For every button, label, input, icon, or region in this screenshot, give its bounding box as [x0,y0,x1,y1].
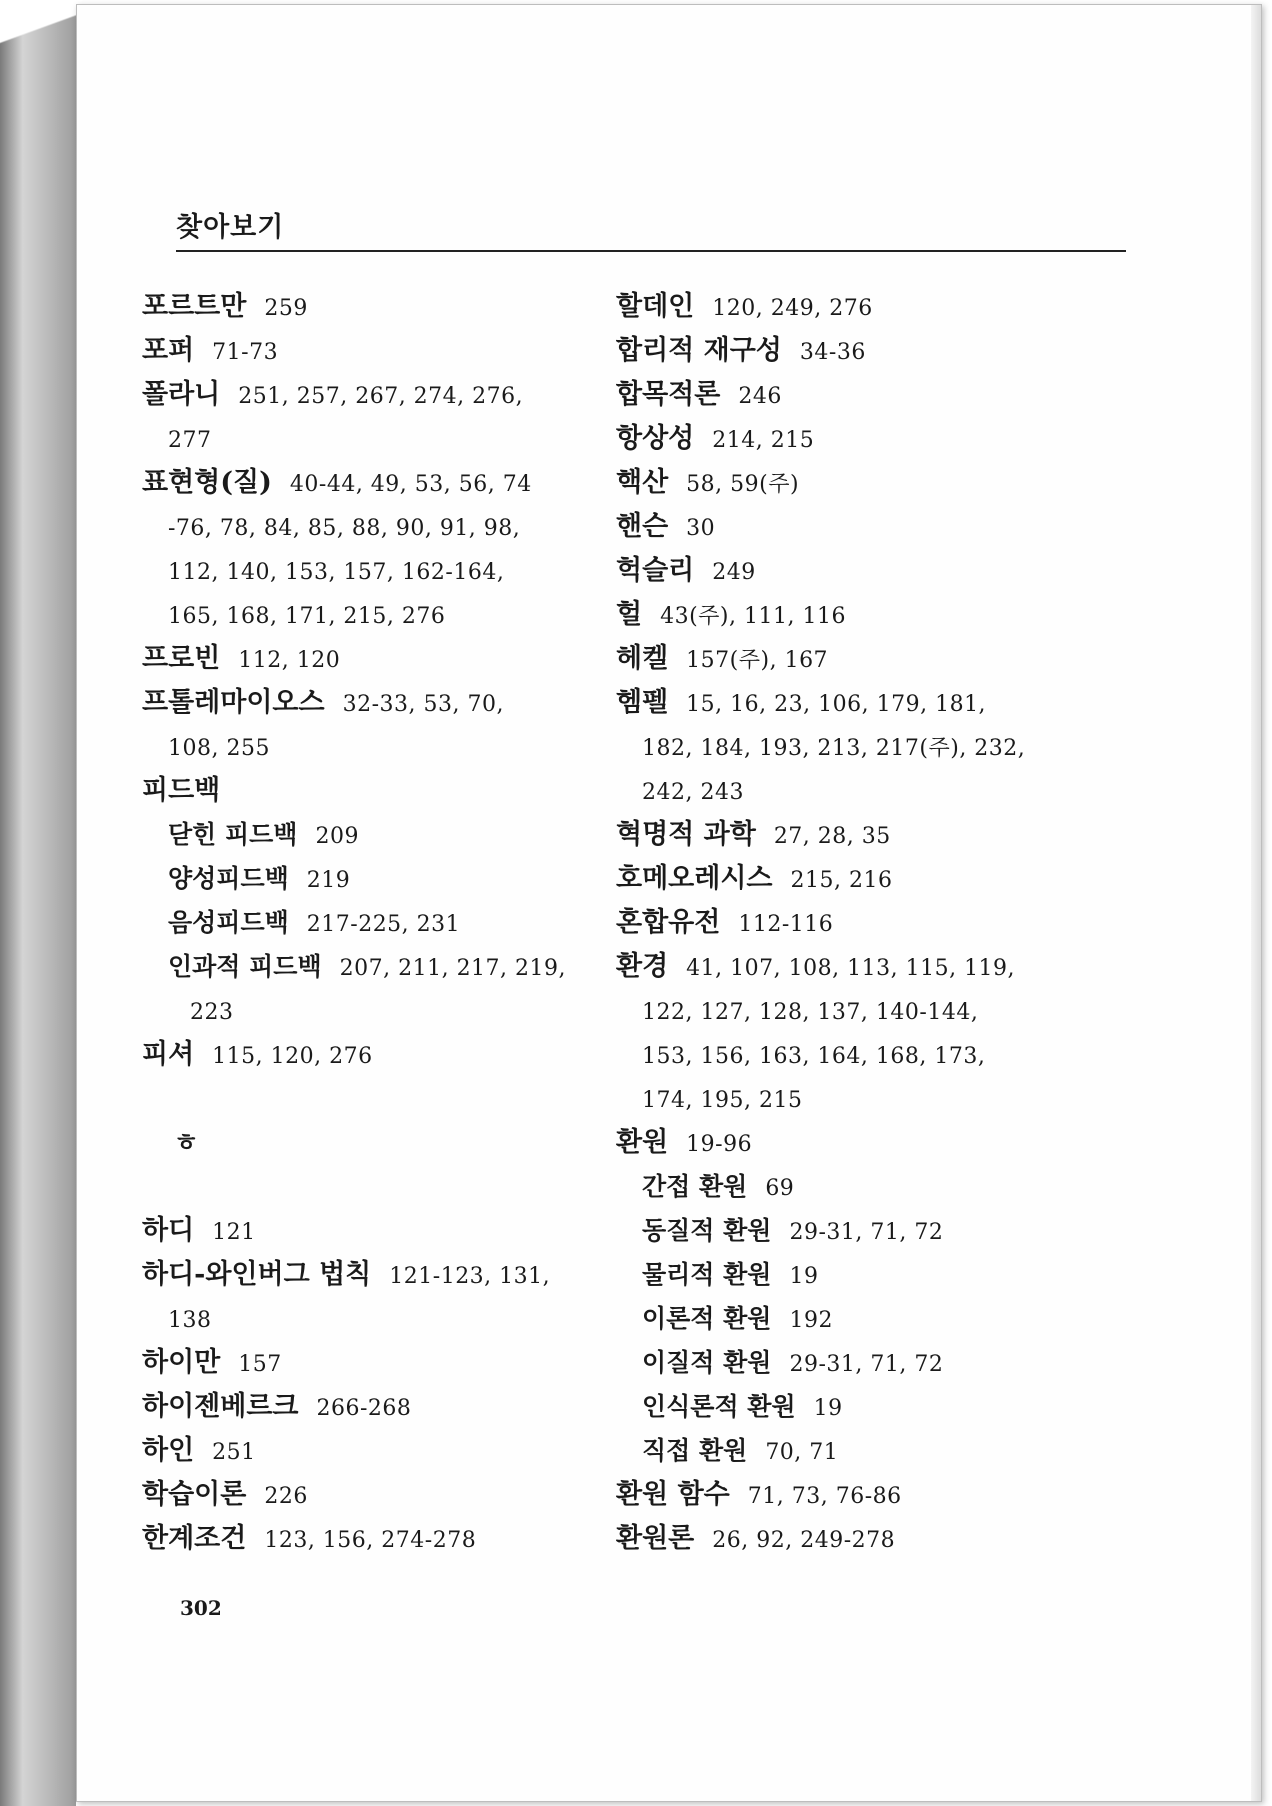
index-entry [142,285,662,329]
page-refs: 209 [315,824,359,849]
page-refs: 165, 168, 171, 215, 276 [168,604,446,629]
entry-term: 혼합유전 [616,907,721,938]
index-continuation [142,417,662,461]
entry-term: 폴라니 [142,379,221,410]
page-refs: 266-268 [316,1396,412,1421]
index-entry [616,857,1136,901]
page-refs: 19-96 [686,1132,753,1157]
page-refs: 217-225, 231 [306,912,461,937]
page-refs: 174, 195, 215 [642,1088,803,1113]
page-refs: 43(주), 111, 116 [660,604,846,629]
page-number: 302 [180,1596,222,1620]
page-refs: 219 [306,868,351,893]
page-refs: 122, 127, 128, 137, 140-144, [642,1000,979,1025]
page-refs: 153, 156, 163, 164, 168, 173, [642,1044,986,1069]
index-entry [616,549,1136,593]
entry-term: 한계조건 [142,1523,247,1554]
page-refs: 115, 120, 276 [212,1044,373,1069]
page-refs: 70, 71 [765,1440,839,1465]
index-entry [142,681,662,725]
index-entry [142,1253,662,1297]
subentry-term: 음성피드백 [168,908,289,937]
index-entry [142,1209,662,1253]
index-entry [142,1473,662,1517]
subentry-term: 인식론적 환원 [642,1392,796,1421]
entry-term: 하이젠베르크 [142,1391,299,1422]
index-subentry [142,857,662,901]
entry-term: 프톨레마이오스 [142,687,325,718]
index-entry [616,945,1136,989]
index-entry [142,1341,662,1385]
index-continuation [142,549,662,593]
index-subentry [142,901,662,945]
entry-term: 할데인 [616,291,695,322]
index-continuation [616,769,1136,813]
index-subentry [616,1297,1136,1341]
index-subentry [616,1341,1136,1385]
index-entry [142,373,662,417]
page-refs: 40-44, 49, 53, 56, 74 [289,472,532,497]
index-entry [616,637,1136,681]
page-refs: 27, 28, 35 [773,824,891,849]
page-refs: 29-31, 71, 72 [789,1352,944,1377]
page-refs: 29-31, 71, 72 [789,1220,944,1245]
index-entry [616,373,1136,417]
entry-term: 헤켈 [616,643,669,674]
page-refs: 26, 92, 249-278 [712,1528,896,1553]
entry-term: 피셔 [142,1039,195,1070]
page-refs: 138 [168,1308,212,1333]
page-refs: 215, 216 [790,868,893,893]
page-refs: 157(주), 167 [686,648,829,673]
entry-term: 헐 [616,599,643,630]
index-subentry [616,1385,1136,1429]
index-entry [616,681,1136,725]
entry-term: 프로빈 [142,643,221,674]
entry-term: 학습이론 [142,1479,247,1510]
subentry-term: 물리적 환원 [642,1260,772,1289]
page-edge [1251,5,1261,1801]
index-entry [142,1517,662,1561]
page-refs: 112, 120 [238,648,341,673]
subentry-term: 간접 환원 [642,1172,748,1201]
page-refs: 259 [264,296,308,321]
index-entry [616,417,1136,461]
index-continuation [616,1033,1136,1077]
entry-term: 환원론 [616,1523,695,1554]
entry-term: 합목적론 [616,379,721,410]
index-column-right [616,285,1136,1561]
index-entry [616,593,1136,637]
entry-term: 표현형(질) [142,467,272,498]
index-continuation [616,989,1136,1033]
entry-term: 핵산 [616,467,669,498]
subentry-term: 이론적 환원 [642,1304,772,1333]
page-refs: 34-36 [799,340,866,365]
entry-term: 합리적 재구성 [616,335,782,366]
entry-term: 헉슬리 [616,555,695,586]
page-refs: 19 [789,1264,819,1289]
header-rule [176,250,1126,252]
page-refs: 277 [168,428,212,453]
page-refs: 41, 107, 108, 113, 115, 119, [686,956,1016,981]
page-refs: 71-73 [212,340,279,365]
page-refs: 207, 211, 217, 219, [339,956,567,981]
subentry-term: 양성피드백 [168,864,289,893]
index-continuation [616,725,1136,769]
subentry-term: 인과적 피드백 [168,952,322,981]
index-entry [616,505,1136,549]
page-refs: 108, 255 [168,736,270,761]
entry-term: 하디-와인버그 법칙 [142,1259,372,1290]
page-refs: 249 [712,560,756,585]
index-entry [616,461,1136,505]
entry-term: 하이만 [142,1347,221,1378]
index-subentry [142,813,662,857]
index-entry [142,1033,662,1077]
entry-term: 환원 함수 [616,1479,730,1510]
index-entry [616,901,1136,945]
page-refs: 69 [765,1176,795,1201]
page-refs: 30 [686,516,716,541]
subentry-term: 직접 환원 [642,1436,748,1465]
page-refs: -76, 78, 84, 85, 88, 90, 91, 98, [168,516,521,541]
page-refs: 71, 73, 76-86 [747,1484,902,1509]
index-entry [142,461,662,505]
index-entry [616,1121,1136,1165]
book-spine-corner [0,0,76,60]
page-refs: 121-123, 131, [389,1264,551,1289]
index-entry [142,769,662,813]
entry-term: 항상성 [616,423,695,454]
page-refs: 112-116 [738,912,834,937]
index-continuation [142,505,662,549]
page-refs: 192 [789,1308,833,1333]
index-continuation [142,593,662,637]
page-refs: 251, 257, 267, 274, 276, [238,384,524,409]
entry-term: 피드백 [142,775,221,806]
index-entry [142,1385,662,1429]
page-refs: 58, 59(주) [686,472,800,497]
page-refs: 223 [190,1000,234,1025]
index-entry [616,329,1136,373]
index-subentry [616,1253,1136,1297]
entry-term: 헴펠 [616,687,669,718]
index-subentry [616,1165,1136,1209]
entry-term: 하디 [142,1215,195,1246]
page-refs: 246 [738,384,782,409]
index-entry [142,329,662,373]
page-refs: 120, 249, 276 [712,296,873,321]
page-refs: 123, 156, 274-278 [264,1528,477,1553]
entry-term: 환원 [616,1127,669,1158]
entry-term: 핸슨 [616,511,669,542]
index-continuation [142,725,662,769]
index-subentry [142,945,662,989]
page-refs: 226 [264,1484,308,1509]
index-column-left [142,285,662,1561]
page-refs: 242, 243 [642,780,744,805]
entry-term: 혁명적 과학 [616,819,756,850]
spacer [142,1165,662,1209]
page-refs: 32-33, 53, 70, [342,692,504,717]
entry-term: 포르트만 [142,291,247,322]
page-refs: 251 [212,1440,256,1465]
page-title: 찾아보기 [176,212,285,243]
entry-term: 호메오레시스 [616,863,773,894]
book-spine [0,0,76,1806]
index-continuation [142,989,662,1033]
index-subentry [616,1209,1136,1253]
index-subentry [616,1429,1136,1473]
index-entry [616,1473,1136,1517]
spacer [142,1077,662,1121]
page-refs: 157 [238,1352,282,1377]
page-refs: 214, 215 [712,428,815,453]
subentry-term: 이질적 환원 [642,1348,772,1377]
subentry-term: 닫힌 피드백 [168,820,298,849]
page-refs: 19 [813,1396,843,1421]
index-continuation [616,1077,1136,1121]
index-entry [142,1429,662,1473]
entry-term: 환경 [616,951,669,982]
index-entry [142,637,662,681]
page-refs: 112, 140, 153, 157, 162-164, [168,560,505,585]
page-refs: 121 [212,1220,256,1245]
entry-term: 하인 [142,1435,195,1466]
index-continuation [142,1297,662,1341]
entry-term: 포퍼 [142,335,195,366]
index-entry [616,1517,1136,1561]
subentry-term: 동질적 환원 [642,1216,772,1245]
page-refs: 182, 184, 193, 213, 217(주), 232, [642,736,1026,761]
section-heading: ㅎ [174,1128,199,1157]
page-refs: 15, 16, 23, 106, 179, 181, [686,692,987,717]
index-entry [616,285,1136,329]
index-entry [616,813,1136,857]
